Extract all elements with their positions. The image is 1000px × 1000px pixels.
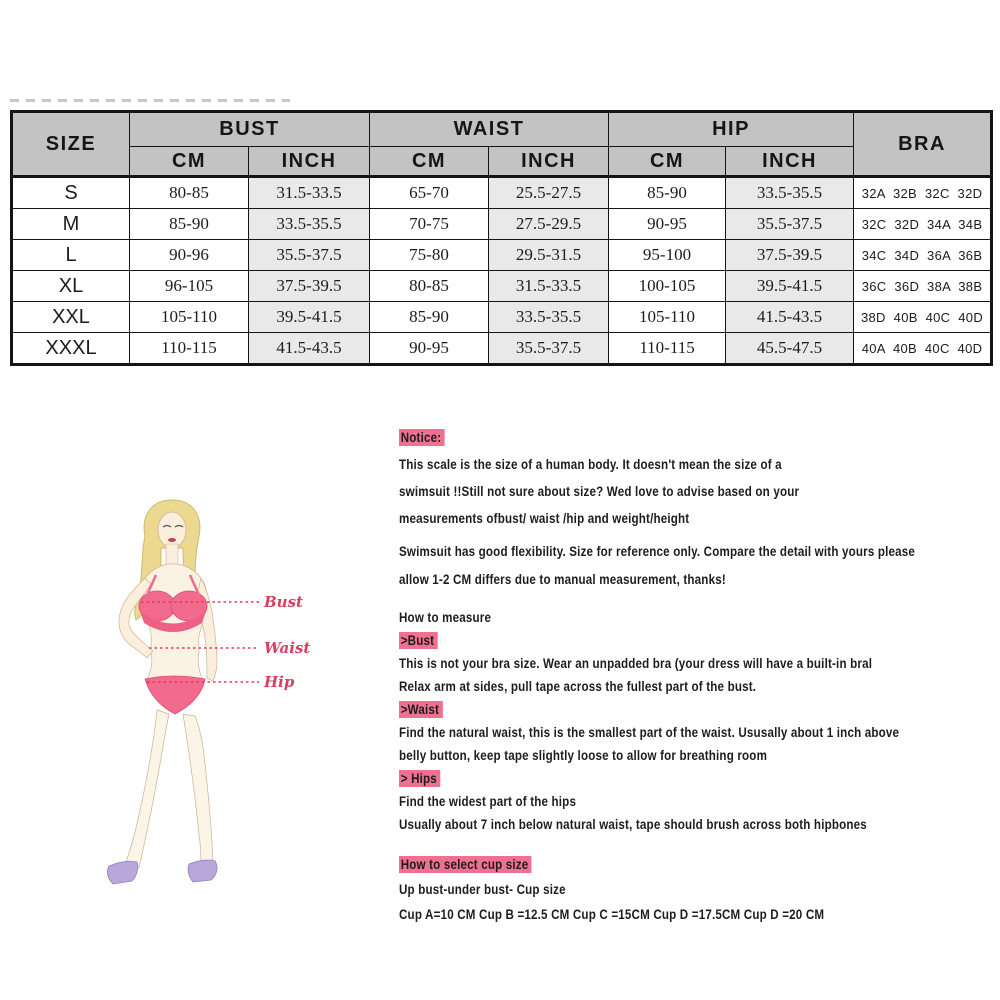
header-size: SIZE: [12, 112, 130, 177]
cell-bra: 38D 40B 40C 40D: [854, 302, 992, 333]
text-line: Swimsuit has good flexibility. Size for reference only. Compare the detail with yours please: [399, 544, 916, 559]
cell-size: L: [12, 240, 130, 271]
measurement-figure: [95, 490, 335, 900]
cell-waist-cm: 80-85: [370, 271, 489, 302]
cell-bust-cm: 85-90: [130, 209, 249, 240]
text-line: Usually about 7 inch below natural waist, tape should brush across both hipbones: [399, 817, 867, 832]
cell-waist-inch: 35.5-37.5: [489, 333, 609, 365]
cell-hip-cm: 95-100: [609, 240, 726, 271]
table-row: [12, 177, 992, 209]
hip-label: Hip: [264, 673, 295, 691]
cell-bust-inch: 39.5-41.5: [249, 302, 370, 333]
how-to-measure-section: [399, 606, 1000, 836]
cell-hip-cm: 100-105: [609, 271, 726, 302]
size-table: [10, 110, 993, 366]
cell-size: S: [12, 177, 130, 209]
hips-instructions: [399, 790, 1000, 836]
cell-bust-inch: 41.5-43.5: [249, 333, 370, 365]
text-line: Cup A=10 CM Cup B =12.5 CM Cup C =15CM Cup D =17.5CM Cup D =20 CM: [399, 907, 825, 922]
header-bra: BRA: [854, 112, 992, 177]
text-line: Relax arm at sides, pull tape across the fullest part of the bust.: [399, 679, 757, 694]
figure-left-leg: [125, 710, 169, 868]
cell-bust-inch: 33.5-35.5: [249, 209, 370, 240]
cup-heading-line: [399, 852, 1000, 877]
cell-size: XL: [12, 271, 130, 302]
header-hip: HIP: [609, 112, 854, 147]
figure-right-shoe: [188, 860, 217, 882]
cell-size: M: [12, 209, 130, 240]
figure-face: [158, 512, 186, 548]
text-line: belly button, keep tape slightly loose to allow for breathing room: [399, 748, 768, 763]
notice-section: [399, 424, 1000, 532]
instructions-column: [399, 424, 1000, 927]
figure-lips: [168, 538, 176, 542]
cell-bra: 32C 32D 34A 34B: [854, 209, 992, 240]
cell-size: XXL: [12, 302, 130, 333]
waist-instructions: [399, 721, 1000, 767]
figure-sketch-svg: [95, 490, 335, 900]
text-line: Find the widest part of the hips: [399, 794, 577, 809]
cup-heading: How to select cup size: [399, 856, 532, 873]
cell-bra: 32A 32B 32C 32D: [854, 177, 992, 209]
cell-hip-cm: 105-110: [609, 302, 726, 333]
cell-hip-inch: 33.5-35.5: [726, 177, 854, 209]
header-waist-inch: INCH: [489, 147, 609, 177]
cell-waist-cm: 90-95: [370, 333, 489, 365]
bust-instructions: [399, 652, 1000, 698]
text-line: Up bust-under bust- Cup size: [399, 882, 566, 897]
how-to-measure-heading: How to measure: [399, 610, 492, 625]
cell-waist-inch: 33.5-35.5: [489, 302, 609, 333]
header-hip-cm: CM: [609, 147, 726, 177]
size-table-body: [12, 177, 992, 365]
cup-size-section: [399, 852, 1000, 927]
cell-bra: 36C 36D 38A 38B: [854, 271, 992, 302]
notice-heading: Notice:: [399, 429, 445, 446]
figure-left-shoe: [107, 861, 137, 884]
cell-waist-cm: 70-75: [370, 209, 489, 240]
figure-right-leg: [183, 714, 213, 866]
flexibility-section: [399, 538, 1000, 594]
cell-bust-inch: 31.5-33.5: [249, 177, 370, 209]
flexibility-paragraph: [399, 538, 1000, 594]
cell-hip-cm: 90-95: [609, 209, 726, 240]
cell-hip-inch: 37.5-39.5: [726, 240, 854, 271]
waist-heading-line: [399, 698, 1000, 721]
header-waist-cm: CM: [370, 147, 489, 177]
header-bust-cm: CM: [130, 147, 249, 177]
bust-label: Bust: [264, 593, 303, 611]
waist-heading: >Waist: [399, 701, 443, 718]
cell-waist-cm: 75-80: [370, 240, 489, 271]
text-line: This scale is the size of a human body. It doesn't mean the size of a: [399, 457, 782, 472]
cell-hip-cm: 85-90: [609, 177, 726, 209]
cell-waist-cm: 85-90: [370, 302, 489, 333]
cell-size: XXXL: [12, 333, 130, 365]
text-line: Find the natural waist, this is the smallest part of the waist. Ususally about 1 inch above: [399, 725, 900, 740]
cell-bra: 40A 40B 40C 40D: [854, 333, 992, 365]
cell-waist-cm: 65-70: [370, 177, 489, 209]
notice-heading-line: [399, 424, 1000, 451]
text-line: This is not your bra size. Wear an unpadded bra (your dress will have a built-in bral: [399, 656, 873, 671]
cell-waist-inch: 29.5-31.5: [489, 240, 609, 271]
table-row: [12, 333, 992, 365]
cell-waist-inch: 27.5-29.5: [489, 209, 609, 240]
cell-bust-cm: 90-96: [130, 240, 249, 271]
hips-heading: > Hips: [399, 770, 440, 787]
cell-hip-inch: 45.5-47.5: [726, 333, 854, 365]
cell-hip-inch: 39.5-41.5: [726, 271, 854, 302]
cell-hip-inch: 41.5-43.5: [726, 302, 854, 333]
header-bust: BUST: [130, 112, 370, 147]
cell-bust-cm: 105-110: [130, 302, 249, 333]
text-line: measurements ofbust/ waist /hip and weight/height: [399, 511, 690, 526]
table-row: [12, 302, 992, 333]
cell-bust-cm: 110-115: [130, 333, 249, 365]
notice-paragraph: [399, 451, 1000, 532]
text-line: swimsuit !!Still not sure about size? Wed love to advise based on your: [399, 484, 800, 499]
size-table-header: [12, 112, 992, 177]
figure-neck: [166, 544, 178, 567]
table-row: [12, 271, 992, 302]
header-hip-inch: INCH: [726, 147, 854, 177]
cell-bust-inch: 35.5-37.5: [249, 240, 370, 271]
cell-bust-inch: 37.5-39.5: [249, 271, 370, 302]
cell-bust-cm: 96-105: [130, 271, 249, 302]
cell-hip-inch: 35.5-37.5: [726, 209, 854, 240]
table-row: [12, 240, 992, 271]
cell-bra: 34C 34D 36A 36B: [854, 240, 992, 271]
cell-waist-inch: 31.5-33.5: [489, 271, 609, 302]
cell-bust-cm: 80-85: [130, 177, 249, 209]
header-bust-inch: INCH: [249, 147, 370, 177]
hips-heading-line: [399, 767, 1000, 790]
dashed-line-decoration: [10, 99, 290, 102]
table-row: [12, 209, 992, 240]
text-line: allow 1-2 CM differs due to manual measurement, thanks!: [399, 572, 726, 587]
cup-instructions: [399, 877, 1000, 927]
cell-hip-cm: 110-115: [609, 333, 726, 365]
header-waist: WAIST: [370, 112, 609, 147]
waist-label: Waist: [264, 639, 311, 657]
cell-waist-inch: 25.5-27.5: [489, 177, 609, 209]
bust-heading: >Bust: [399, 632, 438, 649]
bust-heading-line: [399, 629, 1000, 652]
